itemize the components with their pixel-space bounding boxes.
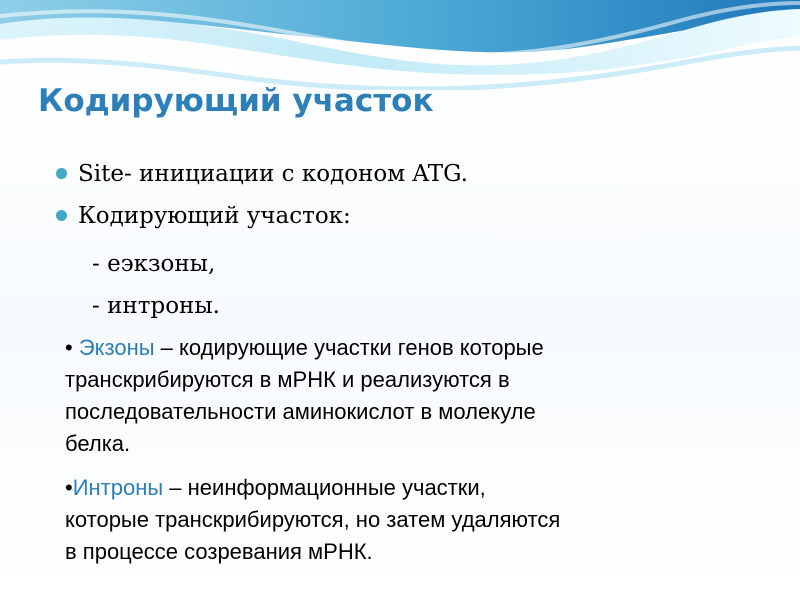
- bullet-list: [56, 153, 468, 237]
- exons-term: Экзоны: [78, 335, 155, 360]
- introns-definition-line-1: [65, 472, 755, 504]
- bullet-dot-icon: [56, 210, 67, 221]
- exons-definition-line-4: белка.: [65, 431, 131, 456]
- sub-item-introns: - интроны.: [92, 293, 220, 319]
- definitions-block: [65, 332, 755, 568]
- sub-item-exons: - еэкзоны,: [92, 251, 216, 277]
- bullet-dot-icon: [56, 168, 67, 179]
- introns-definition: [65, 472, 755, 568]
- introns-term: Интроны: [72, 475, 164, 500]
- introns-definition-line-2: которые транскрибируются, но затем удаляются: [65, 507, 561, 532]
- exons-bullet-marker: •: [65, 335, 79, 360]
- exons-definition-line-2: транскрибируются в мРНК и реализуются в: [65, 367, 510, 392]
- exons-definition-line-3: последовательности аминокислот в молекуле: [65, 399, 536, 424]
- bullet-coding-region-text: Кодирующий участок:: [78, 203, 351, 229]
- bullet-site-initiation: [56, 153, 468, 195]
- bullet-site-initiation-text: Site- инициации с кодоном ATG.: [78, 161, 468, 187]
- introns-definition-line-3: в процессе созревания мРНК.: [65, 539, 373, 564]
- coding-region-sub-list: [92, 243, 220, 327]
- wave-header-decoration-icon: [0, 0, 800, 90]
- exons-definition-line-1: [65, 332, 755, 364]
- exons-definition-text-1: – кодирующие участки генов которые: [154, 335, 544, 360]
- introns-definition-text-1: – неинформационные участки,: [163, 475, 486, 500]
- introns-bullet-marker: •: [65, 475, 73, 500]
- exons-definition: [65, 332, 755, 460]
- bullet-coding-region: [56, 195, 468, 237]
- slide-title: Кодирующий участок: [38, 83, 434, 119]
